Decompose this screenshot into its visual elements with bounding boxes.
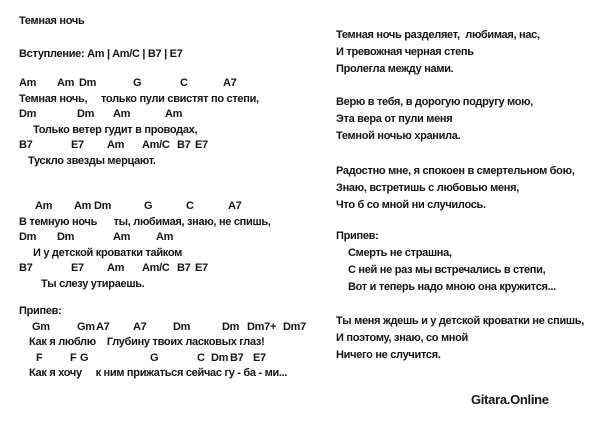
lyric-line: Радостно мне, я спокоен в смертельном бою,: [336, 165, 575, 177]
lyric-line: Тускло звезды мерцают.: [28, 154, 156, 167]
chord: A7: [96, 320, 110, 333]
chord: Dm7: [283, 320, 306, 333]
chord: Dm: [211, 351, 229, 364]
chord: Dm: [79, 77, 97, 89]
chord: Dm: [222, 320, 240, 333]
chord: Am: [156, 231, 174, 243]
chord: E7: [195, 262, 208, 274]
verse-gap: [19, 169, 331, 199]
chord: E7: [71, 139, 84, 151]
chord: Am: [113, 231, 131, 243]
verse-gap: [336, 214, 596, 228]
chord: Gm: [32, 320, 50, 333]
chord: A7: [133, 320, 147, 333]
chord: Dm: [173, 320, 191, 333]
lyric-line: Знаю, встретишь с любовью меня,: [336, 182, 519, 194]
chord: G: [144, 200, 153, 212]
chord: A7: [223, 77, 237, 89]
spacer: [19, 62, 331, 76]
lyric-line: Только ветер гудит в проводах,: [33, 123, 198, 136]
lyric-line: Эта вера от пули меня: [336, 113, 453, 125]
chord: C: [197, 351, 205, 364]
chord: G: [133, 77, 142, 89]
lyric-line: Темная ночь, только пули свистят по степи,: [19, 92, 259, 105]
chord: Am: [107, 139, 125, 151]
chord: B7: [177, 262, 191, 274]
right-column: [336, 27, 596, 364]
chord: Dm7+: [247, 320, 277, 333]
lyric-line: С ней не раз мы встречались в степи,: [348, 264, 546, 276]
chord: C: [180, 77, 188, 89]
lyric-line: И поэтому, знаю, со мной: [336, 332, 469, 344]
chord-line: [19, 351, 331, 367]
right-song-body: [336, 27, 596, 364]
lyric-line: Темной ночью хранила.: [336, 130, 461, 142]
chord: G: [80, 351, 89, 364]
chord: Am: [74, 200, 92, 212]
chord: G: [150, 351, 159, 364]
chord: F: [36, 351, 43, 364]
lyric-line: Ты меня ждешь и у детской кроватки не спишь,: [336, 315, 585, 327]
lyric-line: Пролегла между нами.: [336, 63, 454, 75]
chord: Gm: [77, 320, 95, 333]
chord: E7: [253, 351, 266, 364]
chord: B7: [177, 139, 191, 151]
chord: Dm: [19, 108, 37, 120]
lyric-line: В темную ночь ты, любимая, знаю, не спишь,: [19, 215, 271, 228]
chord: Am: [107, 262, 125, 274]
chord: Dm: [94, 200, 112, 212]
section-label: Припев:: [19, 305, 62, 317]
verse-gap: [336, 296, 596, 313]
chord-line: [19, 107, 331, 123]
left-song-body: [19, 76, 331, 382]
chord-line: [19, 138, 331, 154]
chord: B7: [19, 139, 33, 151]
lyric-line: Что б со мной ни случилось.: [336, 199, 486, 211]
verse-gap: [336, 145, 596, 163]
chord-line: [19, 230, 331, 246]
lyric-line: Как я хочу к ним прижаться сейчас гу - ба - ми...: [29, 367, 288, 379]
chord: Am: [35, 200, 53, 212]
chord: B7: [230, 351, 244, 364]
chord: Am: [165, 108, 183, 120]
section-label: Припев:: [336, 230, 379, 242]
chord-line: [19, 320, 331, 336]
chord: Dm: [19, 231, 37, 243]
chord: Am: [113, 108, 131, 120]
lyric-line: И у детской кроватки тайком: [33, 246, 182, 259]
chord: Am: [57, 77, 75, 89]
chord: Am/C: [142, 262, 170, 274]
chord: Dm: [77, 108, 95, 120]
verse-gap: [19, 292, 331, 304]
verse-gap: [336, 78, 596, 94]
chord: C: [186, 200, 194, 212]
chord: Am: [19, 77, 37, 89]
chord: E7: [71, 262, 84, 274]
chord-line: [19, 261, 331, 277]
lyric-line: И тревожная черная степь: [336, 46, 474, 58]
chord-line: [19, 199, 331, 215]
chord: Dm: [57, 231, 75, 243]
lyric-line: Ничего не случится.: [336, 349, 441, 361]
song-title: Темная ночь: [19, 15, 85, 27]
lyric-line: Как я люблю Глубину твоих ласковых глаз!: [29, 336, 265, 348]
chord: B7: [19, 262, 33, 274]
chord: E7: [195, 139, 208, 151]
chord-line: [19, 76, 331, 92]
intro-chords: Вступление: Am | Am/C | B7 | E7: [19, 47, 183, 60]
chord: A7: [228, 200, 242, 212]
left-column: [19, 14, 331, 382]
lyric-line: Смерть не страшна,: [348, 247, 452, 259]
site-brand: Gitara.Online: [471, 392, 549, 407]
lyric-line: Верю в тебя, в дорогую подругу мою,: [336, 96, 534, 108]
chord: F: [70, 351, 77, 364]
spacer: [19, 30, 331, 47]
chord: Am/C: [142, 139, 170, 151]
lyric-line: Ты слезу утираешь.: [41, 277, 145, 290]
lyric-line: Темная ночь разделяет, любимая, нас,: [336, 29, 540, 41]
lyric-line: Вот и теперь надо мною она кружится...: [348, 281, 556, 293]
